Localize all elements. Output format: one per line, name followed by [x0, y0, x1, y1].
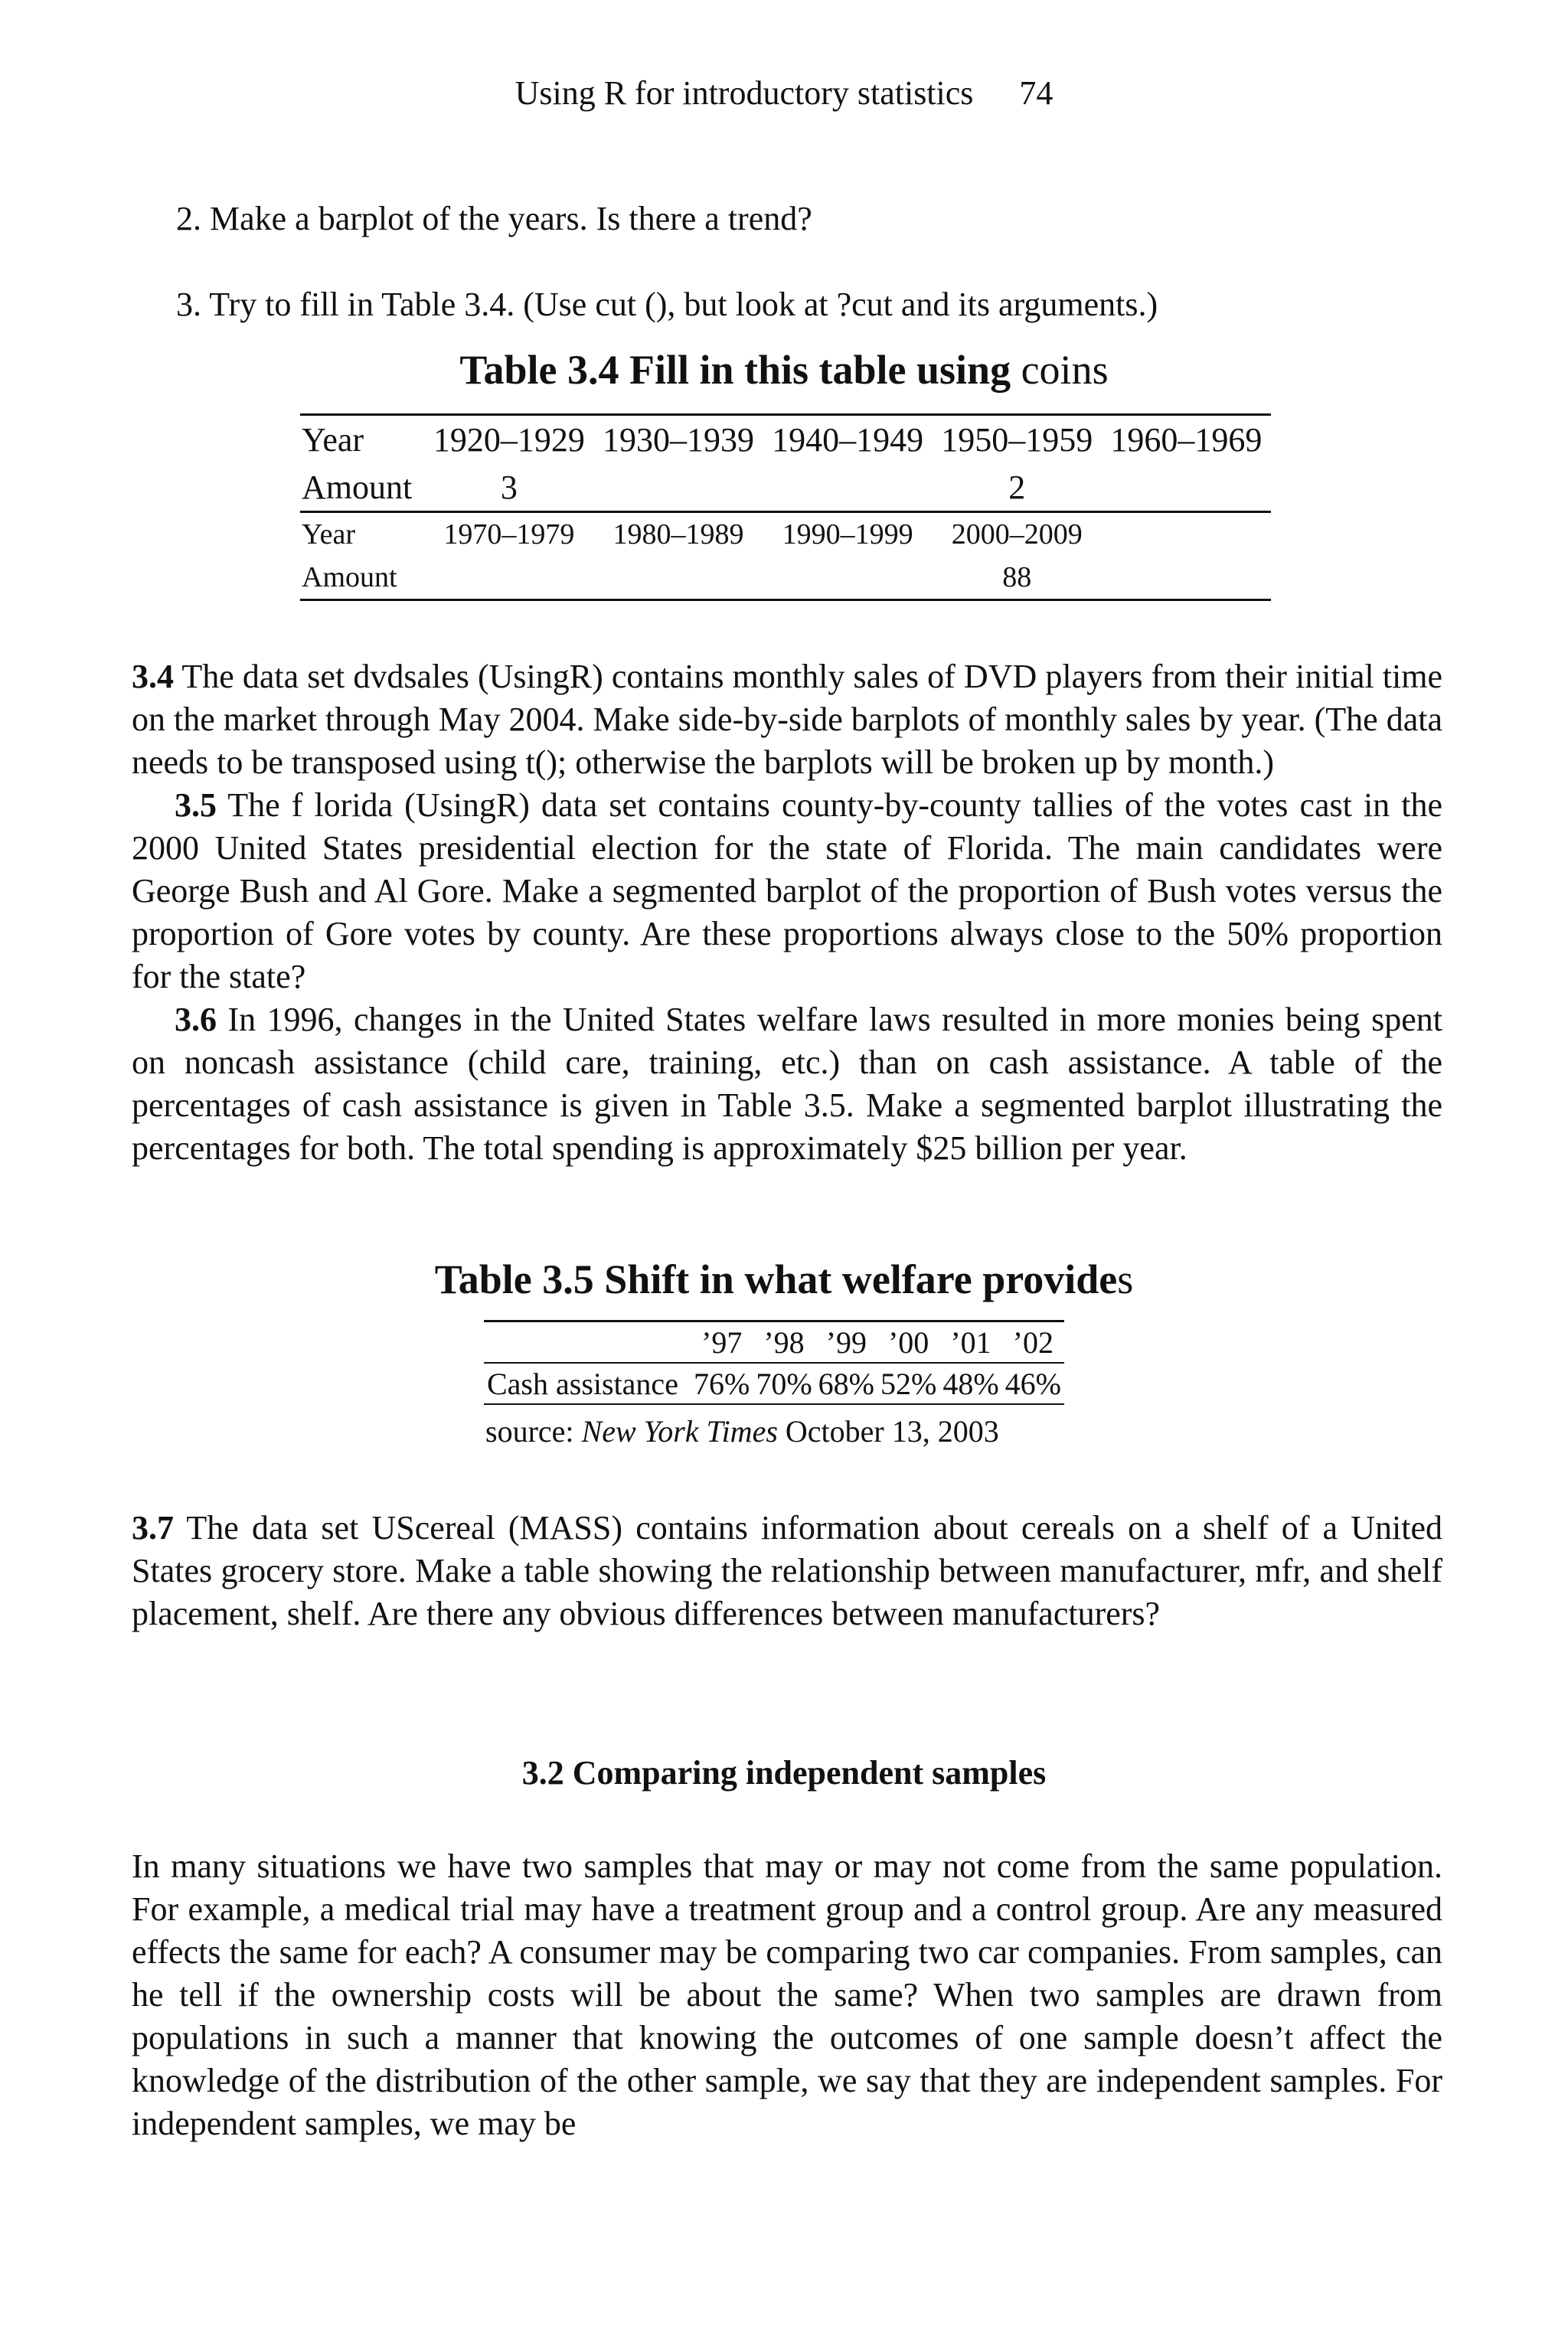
exercise-text: The f lorida (UsingR) data set contains county-by-county tallies of the votes cast in the 2000 United States presidential election for the state of Florida. The main candidates were George Bush and Al Gore. Make a segmented barplot of the proportion of Bush votes versus the proportion of Gore votes by county. Are these proportions always close to the 50% proportion for the state?: [132, 786, 1442, 995]
source-prefix: source:: [485, 1414, 582, 1449]
table-cell: [1102, 556, 1271, 600]
table-cell-label: Year: [302, 518, 356, 550]
exercise-text: The data set UScereal (MASS) contains information about cereals on a shelf of a United States grocery store. Make a table showing the relationship between manufacturer, mfr, and shelf placement, shelf. Are there any obvious differences between manufacturers?: [132, 1509, 1442, 1632]
table-cell: [1102, 463, 1271, 512]
table-row: [300, 415, 1271, 464]
table-cell: 48%: [939, 1363, 1001, 1404]
table-row: [300, 512, 1271, 557]
section-heading: 3.2 Comparing independent samples: [521, 1754, 1047, 1792]
exercises-block: [132, 655, 1442, 1170]
table-row: [300, 556, 1271, 600]
column-header: ’01: [939, 1321, 1001, 1364]
table-cell: 46%: [1002, 1363, 1064, 1404]
table-3-5: [484, 1320, 1064, 1405]
section-paragraph: In many situations we have two samples that may or may not come from the same population. For example, a medical trial may have a treatment group and a control group. Are any measured effects the same for each? A consumer may be comparing two car companies. From samples, can he tell if the ownership costs will be about the same? When two samples are drawn from populations in such a manner that knowing the outcomes of one sample doesn’t affect the knowledge of the distribution of the other sample, we say that they are independent samples. For independent samples, we may be: [132, 1847, 1442, 2142]
table-cell: 1920–1929: [424, 415, 593, 464]
table-3-4-caption-bold: Table 3.4 Fill in this table using: [459, 347, 1011, 393]
table-3-5-caption: [0, 1256, 1568, 1303]
exercise-text: In 1996, changes in the United States welfare laws resulted in more monies being spent on noncash assistance (child care, training, etc.) than on cash assistance. A table of the percentages of cash assistance is given in Table 3.5. Make a segmented barplot illustrating the percentages for both. The total spending is approximately $25 billion per year.: [132, 1001, 1442, 1167]
running-header: [0, 74, 1568, 113]
row-label: Cash assistance: [484, 1363, 691, 1404]
table-cell-label: Amount: [300, 556, 424, 600]
exercise-3-7-block: [132, 1507, 1442, 1635]
exercise-number: 3.5: [175, 786, 217, 824]
table-3-4-caption-plain: coins: [1011, 347, 1109, 393]
table-cell: 1970–1979: [443, 518, 575, 550]
table-cell: 1950–1959: [933, 415, 1102, 464]
table-cell: 70%: [753, 1363, 815, 1404]
table-3-5-source: [485, 1413, 999, 1449]
table-cell: 68%: [815, 1363, 877, 1404]
exercise-3-6: [132, 998, 1442, 1170]
table-cell: 1960–1969: [1102, 415, 1271, 464]
exercise-number: 3.6: [175, 1001, 217, 1038]
column-header: ’02: [1002, 1321, 1064, 1364]
table-corner-cell: [484, 1321, 691, 1364]
table-cell: [1102, 512, 1271, 557]
table-cell: [763, 556, 933, 600]
exercise-number: 3.4: [132, 658, 174, 695]
table-cell: 1930–1939: [593, 415, 763, 464]
table-cell: 2000–2009: [951, 518, 1083, 550]
table-cell: 76%: [691, 1363, 753, 1404]
table-cell: 3: [424, 463, 593, 512]
exercise-number: 3.7: [132, 1509, 174, 1547]
exercise-3-5: [132, 784, 1442, 998]
table-cell: 1940–1949: [763, 415, 933, 464]
table-cell-label: Year: [300, 415, 424, 464]
page-number: 74: [1019, 74, 1054, 112]
column-header: ’00: [877, 1321, 939, 1364]
table-3-4: [300, 413, 1271, 601]
table-3-4-caption: [0, 346, 1568, 394]
column-header: ’98: [753, 1321, 815, 1364]
exercise-3-7: [132, 1507, 1442, 1635]
table-cell: 52%: [877, 1363, 939, 1404]
table-cell: 1980–1989: [612, 518, 744, 550]
running-title: Using R for introductory statistics: [514, 74, 974, 112]
table-cell: 88: [933, 556, 1102, 600]
exercise-3-4: [132, 655, 1442, 784]
table-row: [300, 463, 1271, 512]
question-2: 2. Make a barplot of the years. Is there a trend?: [176, 200, 812, 237]
table-cell: [763, 463, 933, 512]
column-header: ’99: [815, 1321, 877, 1364]
question-3: 3. Try to fill in Table 3.4. (Use cut (), but look at ?cut and its arguments.): [176, 286, 1158, 323]
table-cell: 1990–1999: [782, 518, 913, 550]
table-cell: 2: [933, 463, 1102, 512]
table-cell: [424, 556, 593, 600]
section-body: [132, 1845, 1442, 2145]
column-header: ’97: [691, 1321, 753, 1364]
table-3-5-caption-bold: Table 3.5 Shift in what welfare provide: [434, 1256, 1118, 1302]
table-header-row: [484, 1321, 1064, 1364]
source-publication: New York Times: [581, 1414, 778, 1449]
source-date: October 13, 2003: [777, 1414, 999, 1449]
table-3-5-caption-plain: s: [1117, 1256, 1134, 1302]
exercise-text: The data set dvdsales (UsingR) contains monthly sales of DVD players from their initial time on the market through May 2004. Make side-by-side barplots of monthly sales by year. (The data needs to be transposed using t(); otherwise the barplots will be broken up by month.): [132, 658, 1442, 781]
table-cell: [593, 556, 763, 600]
table-row: [484, 1363, 1064, 1404]
table-cell: [593, 463, 763, 512]
table-cell-label: Amount: [300, 463, 424, 512]
